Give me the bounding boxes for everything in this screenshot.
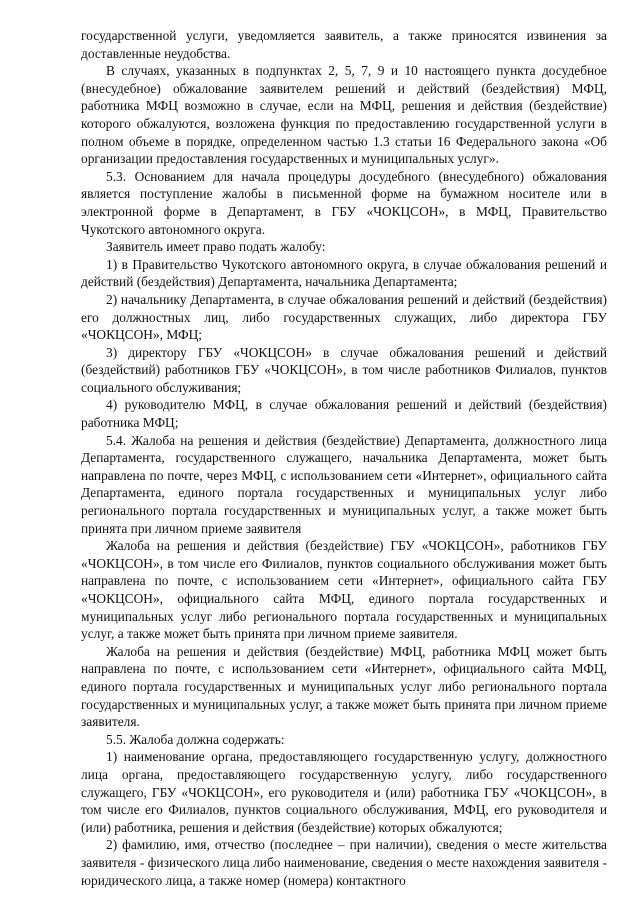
paragraph-7: 3) директору ГБУ «ЧОКЦСОН» в случае обжалования решений и действий (бездействий) работников ГБУ «ЧОКЦСОН», в том числе работников Филиалов, пунктов социального обслуживания; [81, 344, 607, 395]
paragraph-11: Жалоба на решения и действия (бездействие) МФЦ, работника МФЦ может быть направлена по почте, с использованием сети «Интернет», официального сайта МФЦ, единого портала государственных и муниципальных услуг либо регионального портала государственных и муниципальных услуг, а также может быть принята при личном приеме заявителя. [81, 643, 607, 730]
paragraph-1: государственной услуги, уведомляется заявитель, а также приносятся извинения за доставленные неудобства. [81, 28, 607, 61]
paragraph-2: В случаях, указанных в подпунктах 2, 5, 7, 9 и 10 настоящего пункта досудебное (внесудебное) обжалование заявителем решений и действий (бездействия) МФЦ, работника МФЦ возможно в случае, если на МФЦ, решения и действия (бездействие) которого обжалуются, возложена функция по предоставлению государственной услуги в полном объеме в порядке, определенном частью 1.3 статьи 16 Федерального закона «Об организации предоставления государственных и муниципальных услуг». [81, 63, 607, 167]
paragraph-9: 5.4. Жалоба на решения и действия (бездействие) Департамента, должностного лица Департамента, государственного служащего, начальника Департамента, может быть направлена по почте, через МФЦ, с использованием сети «Интернет», официального сайта Департамента, единого портала государственных и муниципальных услуг либо регионального портала государственных и муниципальных услуг, а также может быть принята при личном приеме заявителя [81, 432, 607, 536]
paragraph-10: Жалоба на решения и действия (бездействие) ГБУ «ЧОКЦСОН», работников ГБУ «ЧОКЦСОН», в том числе его Филиалов, пунктов социального обслуживания может быть направлена по почте, с использованием сети «Интернет», официального сайта ГБУ «ЧОКЦСОН», официального сайта МФЦ, единого портала государственных и муниципальных услуг либо регионального портала государственных и муниципальных услуг, а также может быть принята при личном приеме заявителя. [81, 538, 607, 642]
paragraph-4: Заявитель имеет право подать жалобу: [106, 239, 326, 255]
paragraph-8: 4) руководителю МФЦ, в случае обжалования решений и действий (бездействия) работника МФЦ; [81, 397, 607, 431]
paragraph-3: 5.3. Основанием для начала процедуры досудебного (внесудебного) обжалования является поступление жалобы в письменной форме на бумажном носителе или в электронной форме в Департамент, в ГБУ «ЧОКЦСОН», в МФЦ, Правительство Чукотского автономного округа. [81, 168, 607, 237]
paragraph-6: 2) начальнику Департамента, в случае обжалования решений и действий (бездействия) его должностных лиц, либо государственных служащих, либо директора ГБУ «ЧОКЦСОН», МФЦ; [81, 291, 607, 343]
paragraph-12: 5.5. Жалоба должна содержать: [106, 731, 285, 747]
paragraph-14: 2) фамилию, имя, отчество (последнее – при наличии), сведения о месте жительства заявителя - физического лица либо наименование, сведения о месте нахождения заявителя - юридического лица, а также номер (номера) контактного [81, 837, 607, 888]
paragraph-5: 1) в Правительство Чукотского автономного округа, в случае обжалования решений и действий (бездействия) Департамента, начальника Департамента; [81, 256, 607, 290]
paragraph-13: 1) наименование органа, предоставляющего государственную услугу, должностного лица органа, предоставляющего государственную услугу, либо государственного служащего, ГБУ «ЧОКЦСОН», его руководителя и (или) работника ГБУ «ЧОКЦСОН», в том числе его Филиалов, пунктов социального обслуживания, МФЦ, его руководителя и (или) работника, решения и действия (бездействие) которых обжалуются; [81, 749, 607, 835]
